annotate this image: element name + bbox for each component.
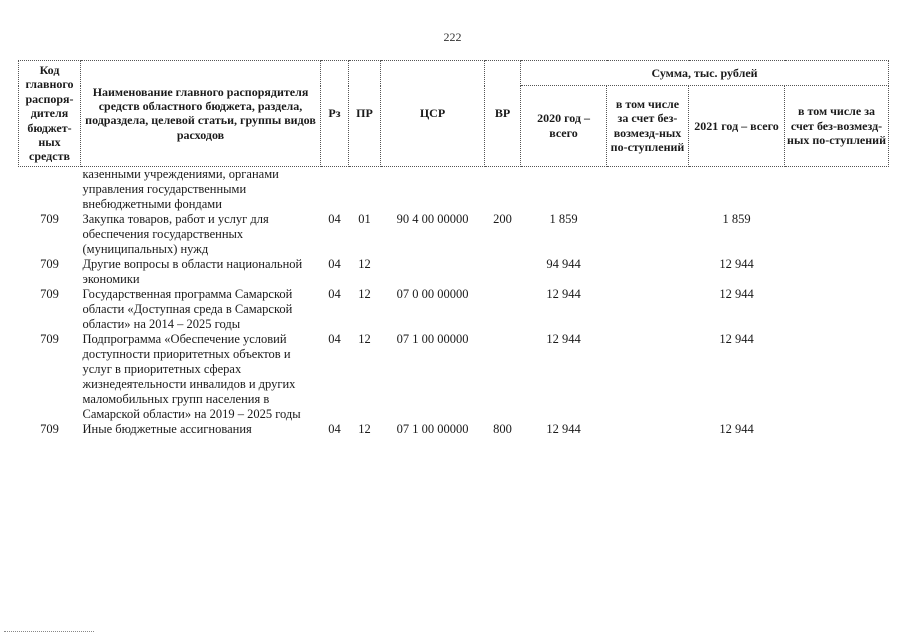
cell-2021-grants bbox=[785, 422, 889, 437]
cell-code: 709 bbox=[40, 421, 59, 436]
cell-2021-total: 12 944 bbox=[719, 331, 754, 346]
cell-pr bbox=[349, 166, 381, 212]
header-2021-grants: в том числе за счет без-возмезд-ных по-ступлений bbox=[785, 86, 889, 167]
cell-rz: 04 bbox=[328, 421, 341, 436]
page-number: 222 bbox=[443, 30, 462, 44]
cell-rz: 04 bbox=[328, 256, 341, 271]
table-header bbox=[19, 61, 889, 167]
cell-2021-total: 12 944 bbox=[719, 286, 754, 301]
cell-name: Подпрограмма «Обеспечение условий доступности приоритетных объектов и услуг в приоритетных сферах жизнедеятельности инвалидов и других маломобильных групп населения в Самарской области» на 2019 – 2025 годы bbox=[82, 331, 301, 421]
header-2020-grants: в том числе за счет без-возмезд-ных по-ступлений bbox=[607, 86, 689, 167]
cell-2020-grants bbox=[607, 422, 689, 437]
cell-code: 709 bbox=[40, 211, 59, 226]
cell-name: Другие вопросы в области национальной экономики bbox=[82, 256, 303, 286]
table-body bbox=[19, 166, 889, 437]
cell-2020-total bbox=[521, 166, 607, 212]
cell-2021-total: 12 944 bbox=[719, 421, 754, 436]
cell-vr: 800 bbox=[493, 421, 512, 436]
cell-pr: 12 bbox=[358, 331, 371, 346]
cell-pr: 01 bbox=[358, 211, 371, 226]
cell-pr: 12 bbox=[358, 421, 371, 436]
cell-name: Закупка товаров, работ и услуг для обеспечения государственных (муниципальных) нужд bbox=[82, 211, 269, 256]
header-2020-total: 2020 год – всего bbox=[521, 86, 607, 167]
cell-pr: 12 bbox=[358, 286, 371, 301]
cell-csr bbox=[381, 257, 485, 287]
cell-2020-total: 12 944 bbox=[546, 331, 581, 346]
cell-rz bbox=[321, 166, 349, 212]
cell-rz: 04 bbox=[328, 286, 341, 301]
cell-2020-total: 12 944 bbox=[546, 421, 581, 436]
table-row bbox=[19, 332, 889, 422]
cell-2021-grants bbox=[785, 287, 889, 332]
table-row bbox=[19, 287, 889, 332]
cell-2020-grants bbox=[607, 212, 689, 257]
cell-csr: 07 1 00 00000 bbox=[396, 421, 469, 436]
cell-csr bbox=[381, 166, 485, 212]
cell-2021-grants bbox=[785, 332, 889, 422]
cell-2020-grants bbox=[607, 257, 689, 287]
header-2021-total: 2021 год – всего bbox=[689, 86, 785, 167]
cell-2021-total bbox=[689, 166, 785, 212]
cell-2020-grants bbox=[607, 287, 689, 332]
header-rz: Рз bbox=[321, 61, 349, 167]
cell-2020-total: 1 859 bbox=[549, 211, 578, 226]
cell-2020-total: 12 944 bbox=[546, 286, 581, 301]
cell-2020-grants bbox=[607, 166, 689, 212]
cell-vr bbox=[485, 166, 521, 212]
cell-code: 709 bbox=[40, 331, 59, 346]
cell-2021-grants bbox=[785, 212, 889, 257]
cell-csr: 07 1 00 00000 bbox=[396, 331, 469, 346]
header-csr: ЦСР bbox=[381, 61, 485, 167]
cell-code: 709 bbox=[40, 286, 59, 301]
header-sum: Сумма, тыс. рублей bbox=[521, 61, 889, 86]
cell-2020-total: 94 944 bbox=[546, 256, 581, 271]
header-pr: ПР bbox=[349, 61, 381, 167]
cell-2021-total: 1 859 bbox=[722, 211, 751, 226]
cell-code: 709 bbox=[40, 256, 59, 271]
cell-csr: 07 0 00 00000 bbox=[396, 286, 469, 301]
cell-csr: 90 4 00 00000 bbox=[396, 211, 469, 226]
cell-2021-grants bbox=[785, 257, 889, 287]
cell-vr: 200 bbox=[493, 211, 512, 226]
cell-2021-grants bbox=[785, 166, 889, 212]
cell-vr bbox=[485, 332, 521, 422]
header-vr: ВР bbox=[485, 61, 521, 167]
cell-vr bbox=[485, 257, 521, 287]
cell-name: казенными учреждениями, органами управления государственными внебюджетными фондами bbox=[82, 166, 279, 211]
budget-table bbox=[18, 60, 889, 437]
header-name: Наименование главного распорядителя средств областного бюджета, раздела, подраздела, целевой статьи, группы видов расходов bbox=[81, 61, 321, 167]
cell-rz: 04 bbox=[328, 331, 341, 346]
footnote-rule bbox=[4, 631, 94, 632]
header-code: Код главного распоря-дителя бюджет-ных средств bbox=[19, 61, 81, 167]
cell-rz: 04 bbox=[328, 211, 341, 226]
table-row bbox=[19, 422, 889, 437]
cell-2021-total: 12 944 bbox=[719, 256, 754, 271]
table-row bbox=[19, 212, 889, 257]
cell-2020-grants bbox=[607, 332, 689, 422]
table-row bbox=[19, 257, 889, 287]
cell-vr bbox=[485, 287, 521, 332]
cell-name: Государственная программа Самарской области «Доступная среда в Самарской области» на 2014 – 2025 годы bbox=[82, 286, 293, 331]
cell-pr: 12 bbox=[358, 256, 371, 271]
table-row bbox=[19, 166, 889, 212]
cell-name: Иные бюджетные ассигнования bbox=[82, 421, 252, 436]
cell-code bbox=[19, 166, 81, 212]
